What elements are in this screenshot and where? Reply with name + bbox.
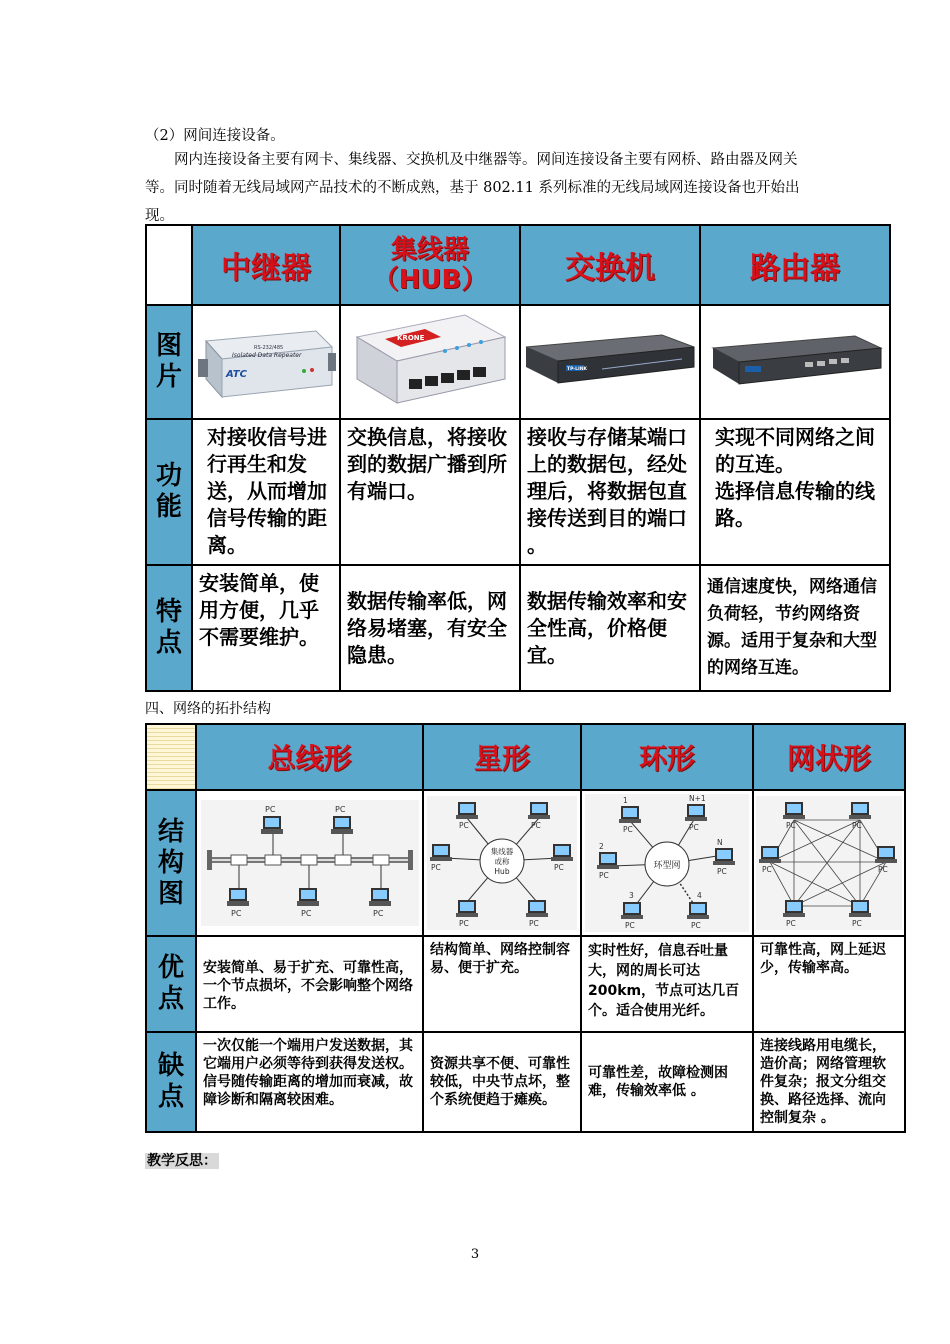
bus-pc-label-3: PC <box>230 909 241 918</box>
page-number: 3 <box>470 1247 480 1262</box>
feature-router: 通信速度快，网络通信负荷轻，节约网络资源。适用于复杂和大型的网络互连。 <box>700 565 890 691</box>
corner-cell-striped <box>146 724 196 790</box>
advantage-bus: 安装简单、易于扩充、可靠性高，一个节点损坏，不会影响整个网络工作。 <box>196 936 423 1032</box>
ring-node-4: 4 <box>697 891 702 900</box>
row-label-function: 功能 <box>146 419 192 565</box>
ring-node-3: 3 <box>629 891 634 900</box>
feature-hub: 数据传输率低，网络易堵塞，有安全隐患。 <box>340 565 520 691</box>
ring-label: 环型网 <box>653 861 681 871</box>
section-title: 四、网络的拓扑结构 <box>145 701 271 717</box>
device-table <box>145 224 891 692</box>
hub-photo <box>340 305 520 419</box>
header-repeater: 中继器 <box>192 225 340 305</box>
ring-pc-label-6: PC <box>691 921 701 930</box>
bus-pc-label-5: PC <box>372 909 383 918</box>
header-hub: 集线器 （HUB） <box>340 225 520 305</box>
disadvantage-mesh: 连接线路用电缆长，造价高；网络管理软件复杂；报文分组交换、路径选择、流向控制复杂 。 <box>753 1032 905 1132</box>
subsection-heading: （2）网间连接设备。 <box>145 128 285 144</box>
router-photo <box>700 305 890 419</box>
advantage-ring: 实时性好，信息吞吐量大，网的周长可达200km，节点可达几百个。适合使用光纤。 <box>581 936 753 1032</box>
row-label-advantage: 优点 <box>146 936 196 1032</box>
star-pc-label-6: PC <box>529 919 539 928</box>
ring-node-n1: N+1 <box>689 794 706 803</box>
header-ring: 环形 <box>581 724 753 790</box>
ring-pc-label-2: PC <box>689 823 699 832</box>
advantage-star: 结构简单、网络控制容易、便于扩充。 <box>423 936 581 1032</box>
header-bus: 总线形 <box>196 724 423 790</box>
intro-paragraph: 网内连接设备主要有网卡、集线器、交换机及中继器等。网间连接设备主要有网桥、路由器及网关等。同时随着无线局域网产品技术的不断成熟，基于 802.11 系列标准的无线局域网连接设备也开始出现。 <box>145 152 800 224</box>
hub-brand-text: KRONE <box>397 334 425 342</box>
mesh-pc-label-1: PC <box>786 821 796 830</box>
header-mesh: 网状形 <box>753 724 905 790</box>
hub-label-2: 或称 <box>494 857 510 866</box>
star-pc-label-2: PC <box>531 821 541 830</box>
mesh-pc-label-6: PC <box>852 919 862 928</box>
mesh-diagram <box>753 790 905 936</box>
switch-brand-text: TP-LINK <box>567 367 587 372</box>
mesh-pc-label-4: PC <box>878 865 888 874</box>
mesh-pc-label-3: PC <box>762 865 772 874</box>
ring-diagram <box>581 790 753 936</box>
ring-node-n: N <box>717 838 723 847</box>
header-router: 路由器 <box>700 225 890 305</box>
function-repeater: 对接收信号进行再生和发送，从而增加信号传输的距离。 <box>192 419 340 565</box>
repeater-label-text: Isolated Data Repeater <box>232 352 302 359</box>
advantage-mesh: 可靠性高，网上延迟少，传输率高。 <box>753 936 905 1032</box>
bus-pc-label-1: PC <box>264 805 275 814</box>
teaching-reflection: 教学反思： <box>147 1153 217 1169</box>
hub-label-1: 集线器 <box>490 847 514 856</box>
svg-text:ATC: ATC <box>226 369 247 380</box>
star-pc-label-5: PC <box>459 919 469 928</box>
row-label-structure: 结构图 <box>146 790 196 936</box>
bus-pc-label-4: PC <box>300 909 311 918</box>
feature-switch: 数据传输效率和安全性高，价格便宜。 <box>520 565 700 691</box>
header-switch: 交换机 <box>520 225 700 305</box>
mesh-pc-label-5: PC <box>786 919 796 928</box>
bus-diagram <box>196 790 423 936</box>
bus-pc-label-2: PC <box>334 805 345 814</box>
function-switch: 接收与存储某端口上的数据包，经处理后，将数据包直接传送到目的端口 。 <box>520 419 700 565</box>
ring-pc-label-1: PC <box>623 825 633 834</box>
feature-repeater: 安装简单，使用方便，几乎不需要维护。 <box>192 565 340 691</box>
star-pc-label-3: PC <box>431 863 441 872</box>
row-label-disadvantage: 缺点 <box>146 1032 196 1132</box>
star-diagram <box>423 790 581 936</box>
repeater-model-text: RS-232/485 <box>254 345 284 351</box>
header-star: 星形 <box>423 724 581 790</box>
star-pc-label-1: PC <box>459 821 469 830</box>
ring-node-1: 1 <box>623 796 628 805</box>
topology-table <box>145 723 906 1133</box>
function-router: 实现不同网络之间的互连。 选择信息传输的线路。 <box>700 419 890 565</box>
hub-label-3: Hub <box>494 867 510 876</box>
function-hub: 交换信息，将接收到的数据广播到所有端口。 <box>340 419 520 565</box>
ring-pc-label-3: PC <box>599 871 609 880</box>
switch-photo <box>520 305 700 419</box>
ring-node-2: 2 <box>599 842 604 851</box>
disadvantage-bus: 一次仅能一个端用户发送数据，其它端用户必须等待到获得发送权。信号随传输距离的增加而衰减，故障诊断和隔离较困难。 <box>196 1032 423 1132</box>
disadvantage-star: 资源共享不便、可靠性较低，中央节点坏，整个系统便趋于瘫痪。 <box>423 1032 581 1132</box>
ring-pc-label-5: PC <box>625 921 635 930</box>
mesh-pc-label-2: PC <box>852 821 862 830</box>
row-label-picture: 图片 <box>146 305 192 419</box>
star-pc-label-4: PC <box>554 863 564 872</box>
disadvantage-ring: 可靠性差，故障检测困难，传输效率低 。 <box>581 1032 753 1132</box>
row-label-feature: 特点 <box>146 565 192 691</box>
repeater-photo <box>192 305 340 419</box>
ring-pc-label-4: PC <box>717 867 727 876</box>
corner-cell <box>146 225 192 305</box>
